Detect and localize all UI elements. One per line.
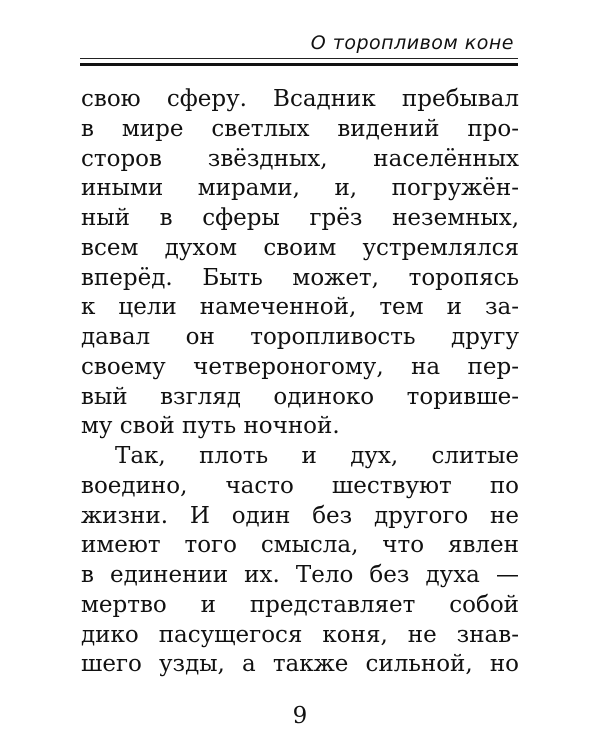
text-line: иными мирами, и, погружён- [81, 175, 519, 202]
text-line: вперёд. Быть может, торопясь [81, 264, 519, 291]
running-head: О торопливом коне [310, 32, 514, 54]
text-line: сторов звёздных, населённых [81, 145, 519, 172]
text-line: мертво и представляет собой [81, 591, 519, 618]
text-line: дико пасущегося коня, не знав- [81, 621, 519, 648]
text-line: в мире светлых видений про- [81, 115, 519, 142]
page-number: 9 [292, 703, 308, 729]
text-line: всем духом своим устремлялся [81, 234, 519, 261]
paragraph-2 [81, 442, 519, 680]
text-line: давал он торопливость другу [81, 324, 519, 350]
body-text [81, 85, 519, 680]
text-line: к цели намеченной, тем и за- [81, 294, 519, 321]
header-rule-thin [80, 58, 518, 59]
text-line: жизни. И один без другого не [81, 502, 519, 529]
paragraph-1 [81, 85, 519, 442]
text-line: свою сферу. Всадник пребывал [81, 86, 519, 112]
text-line: му свой путь ночной. [81, 413, 340, 440]
header-rule-thick [80, 63, 518, 66]
text-line: Так, плоть и дух, слитые [115, 443, 519, 469]
text-line: имеют того смысла, что явлен [81, 532, 519, 559]
text-line: своему четвероногому, на пер- [81, 353, 519, 380]
text-line: воедино, часто шествуют по [81, 472, 519, 499]
text-line: в единении их. Тело без духа — [81, 562, 519, 588]
text-line: вый взгляд одиноко торивше- [81, 383, 519, 410]
text-line: ный в сферы грёз неземных, [81, 205, 519, 231]
text-line: шего узды, а также сильной, но [81, 651, 519, 678]
